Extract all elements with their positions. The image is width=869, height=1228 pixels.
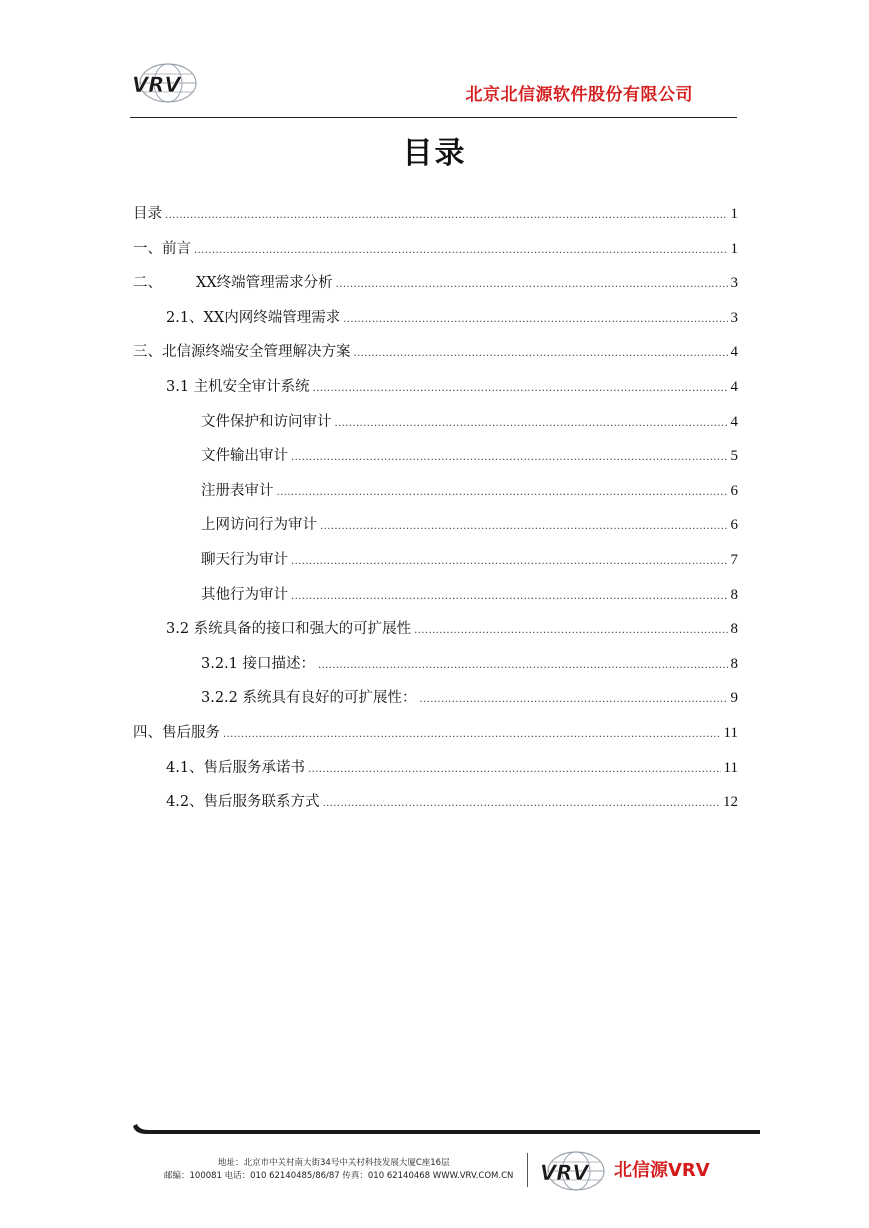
toc-page-number: 1 xyxy=(730,240,738,257)
footer-contact-block xyxy=(164,1157,524,1183)
toc-page-number: 8 xyxy=(730,621,738,638)
toc-leader-dots xyxy=(291,585,728,607)
toc-entry-text: 3.2.1 接口描述： xyxy=(201,655,316,672)
toc-page-number: 11 xyxy=(723,724,738,741)
toc-leader-dots xyxy=(291,550,728,572)
footer-logo-text: VRV xyxy=(540,1161,589,1185)
toc-page-number: 6 xyxy=(730,482,738,499)
toc-entry[interactable] xyxy=(133,308,738,343)
toc-leader-dots xyxy=(308,758,720,780)
toc-entry-text: 文件保护和访问审计 xyxy=(201,413,332,430)
toc-leader-dots xyxy=(313,377,728,399)
toc-entry-text: 4.2、售后服务联系方式 xyxy=(166,794,320,811)
toc-entry-text: 目录 xyxy=(133,206,162,222)
toc-entry-text: 2.1、XX内网终端管理需求 xyxy=(166,309,341,326)
toc-entry-text: 3.2.2 系统具有良好的可扩展性： xyxy=(201,690,417,707)
toc-leader-dots xyxy=(318,654,727,676)
toc-entry-text: 文件输出审计 xyxy=(201,448,288,465)
vrv-globe-logo xyxy=(128,62,200,104)
toc-entry[interactable] xyxy=(133,446,738,481)
toc-entry-text: 上网访问行为审计 xyxy=(201,517,317,534)
toc-entry-text: 3.1 主机安全审计系统 xyxy=(166,378,310,395)
toc-page-number: 4 xyxy=(730,378,738,395)
toc-entry[interactable] xyxy=(133,239,738,274)
toc-page-number: 4 xyxy=(730,344,738,361)
toc-entry[interactable] xyxy=(133,723,738,758)
toc-entry[interactable] xyxy=(133,792,738,827)
toc-page-number: 8 xyxy=(730,586,738,603)
toc-leader-dots xyxy=(223,723,721,745)
toc-leader-dots xyxy=(343,308,727,330)
toc-entry[interactable] xyxy=(133,377,738,412)
toc-page-number: 11 xyxy=(723,759,738,776)
logo-text: VRV xyxy=(132,73,181,97)
toc-entry-text: 其他行为审计 xyxy=(201,586,288,603)
toc-leader-dots xyxy=(336,273,728,295)
toc-entry-text: 3.2 系统具备的接口和强大的可扩展性 xyxy=(166,621,412,638)
vrv-globe-logo-footer xyxy=(536,1150,608,1192)
toc-page-number: 1 xyxy=(730,206,738,222)
toc-entry[interactable] xyxy=(133,619,738,654)
toc-leader-dots xyxy=(354,342,728,364)
toc-leader-dots xyxy=(335,412,728,434)
header-divider xyxy=(130,117,737,118)
toc-entry[interactable] xyxy=(133,585,738,620)
toc-entry[interactable] xyxy=(133,481,738,516)
toc-entry-text: XX终端管理需求分析 xyxy=(196,275,333,292)
toc-leader-dots xyxy=(165,204,728,226)
toc-entry[interactable] xyxy=(133,688,738,723)
toc-page-number: 3 xyxy=(730,309,738,326)
toc-entry[interactable] xyxy=(133,515,738,550)
toc-page-number: 4 xyxy=(730,413,738,430)
toc-page-number: 8 xyxy=(730,655,738,672)
toc-page-number: 12 xyxy=(723,794,738,811)
toc-entry-text: 聊天行为审计 xyxy=(201,551,288,568)
footer-divider xyxy=(527,1153,528,1187)
toc-entry-prefix: 二、 xyxy=(133,275,162,292)
toc-leader-dots xyxy=(420,688,728,710)
toc-page-number: 6 xyxy=(730,517,738,534)
footer-brand-en: VRV xyxy=(668,1160,710,1181)
footer-brand xyxy=(614,1156,710,1182)
toc-entry[interactable] xyxy=(133,204,738,239)
page-title: 目录 xyxy=(402,136,467,171)
toc-leader-dots xyxy=(323,792,720,814)
company-name: 北京北信源软件股份有限公司 xyxy=(465,85,693,105)
toc-entry[interactable] xyxy=(133,342,738,377)
toc-entry[interactable] xyxy=(133,550,738,585)
toc-page-number: 7 xyxy=(730,551,738,568)
toc-leader-dots xyxy=(194,239,728,261)
toc-page-number: 5 xyxy=(730,448,738,465)
toc-page-number: 9 xyxy=(730,690,738,707)
toc-entry-text: 注册表审计 xyxy=(201,482,274,499)
toc-entry[interactable] xyxy=(133,412,738,447)
toc-page-number: 3 xyxy=(730,275,738,292)
toc-entry-text: 四、售后服务 xyxy=(133,724,220,741)
toc-entry[interactable] xyxy=(133,273,738,308)
toc-entry-text: 4.1、售后服务承诺书 xyxy=(166,759,306,776)
footer-contact: 邮编：100081 电话：010 62140485/86/87 传真：010 62140468 WWW.VRV.COM.CN xyxy=(164,1171,514,1181)
toc-entry[interactable] xyxy=(133,758,738,793)
toc-leader-dots xyxy=(277,481,728,503)
toc-entry-text: 一、前言 xyxy=(133,240,191,257)
toc-entry[interactable] xyxy=(133,654,738,689)
footer-address: 地址：北京市中关村南大街34号中关村科技发展大厦C座16层 xyxy=(218,1158,450,1168)
footer-brand-cn: 北信源 xyxy=(614,1160,668,1181)
toc-leader-dots xyxy=(320,515,728,537)
footer-curve-bar xyxy=(133,1124,760,1136)
toc-leader-dots xyxy=(414,619,727,641)
toc-entry-text: 三、北信源终端安全管理解决方案 xyxy=(133,344,351,361)
toc-leader-dots xyxy=(291,446,728,468)
table-of-contents xyxy=(133,204,738,827)
